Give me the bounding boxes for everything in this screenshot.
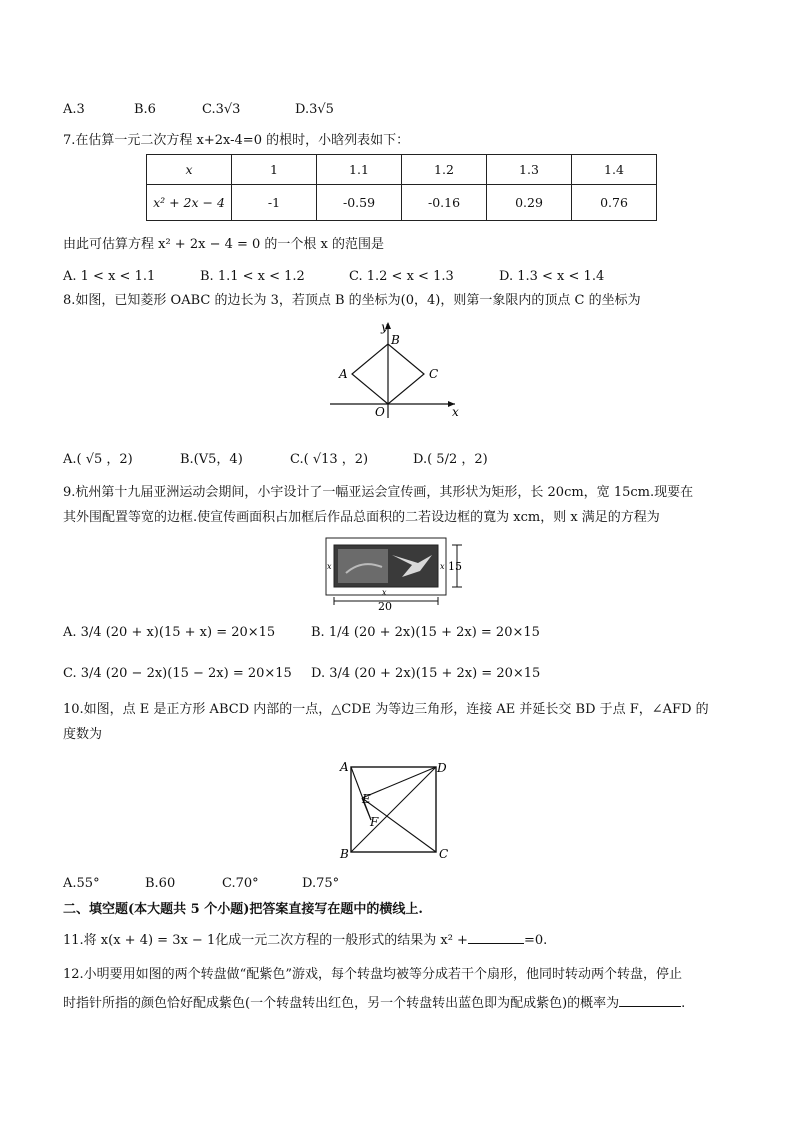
border-label-top: x — [382, 537, 387, 546]
axis-label-y: y — [381, 320, 388, 334]
table-row — [147, 185, 657, 221]
table-cell: -1 — [232, 185, 317, 221]
width-label: 20 — [378, 600, 392, 610]
q12-line1: 12.小明要用如图的两个转盘做“配紫色”游戏，每个转盘均被等分成若干个扇形，他同时转动两个转盘，停止 — [63, 967, 682, 982]
q11-line — [63, 931, 547, 950]
q9-option-b: B. 1/4 (20 + 2x)(15 + 2x) = 20×15 — [311, 625, 540, 640]
table-row — [147, 155, 657, 185]
table-cell: -0.59 — [317, 185, 402, 221]
point-label-c: C — [429, 367, 439, 381]
q11-answer-blank[interactable] — [468, 931, 524, 944]
q10-option-b: B.60 — [145, 876, 176, 891]
border-label-left: x — [327, 562, 332, 571]
q6-option-c: C.3√3 — [202, 102, 241, 117]
q7-option-d: D. 1.3 < x < 1.4 — [499, 269, 605, 284]
q8-option-b: B.(V5，4) — [180, 452, 243, 467]
q6-option-b: B.6 — [134, 102, 156, 117]
border-label-bottom: x — [382, 588, 387, 597]
q10-stem-line2: 度数为 — [63, 727, 103, 742]
q8-option-c: C.( √13 ，2) — [290, 452, 369, 467]
q8-stem: 8.如图，已知菱形 OABC 的边长为 3，若顶点 B 的坐标为(0，4)，则第一象限内的顶点 C 的坐标为 — [63, 293, 641, 308]
q10-square-figure — [334, 758, 454, 866]
table-cell: 1.2 — [402, 155, 487, 185]
table-cell: 1 — [232, 155, 317, 185]
q11-text-b: =0. — [523, 933, 548, 948]
q10-stem-line1: 10.如图，点 E 是正方形 ABCD 内部的一点，△CDE 为等边三角形，连接 AE 并延长交 BD 于点 F，∠AFD 的 — [63, 702, 709, 717]
table-cell: -0.16 — [402, 185, 487, 221]
q8-option-a: A.( √5 ，2) — [63, 452, 133, 467]
q12-line2-wrap — [63, 994, 685, 1013]
q8-option-d: D.( 5/2 ，2) — [413, 452, 488, 467]
section-heading-fill-in: 二、填空题(本大题共 5 个小题)把答案直接写在题中的横线上. — [63, 902, 423, 917]
q7-option-c: C. 1.2 < x < 1.3 — [349, 269, 454, 284]
q7-followup: 由此可估算方程 x² + 2x − 4 = 0 的一个根 x 的范围是 — [63, 237, 385, 252]
table-cell: 1.3 — [487, 155, 572, 185]
q12-line2: 时指针所指的颜色恰好配成紫色(一个转盘转出红色，另一个转盘转出蓝色即为配成紫色)的概率为 — [63, 996, 620, 1011]
q7-option-b: B. 1.1 < x < 1.2 — [200, 269, 305, 284]
q10-option-d: D.75° — [302, 876, 340, 891]
vertex-label-a: A — [340, 760, 349, 774]
border-label-right: x — [440, 562, 445, 571]
height-label: 15 — [448, 560, 462, 573]
q12-answer-blank[interactable] — [619, 994, 681, 1007]
vertex-label-b: B — [340, 847, 349, 861]
axis-label-x: x — [452, 405, 459, 419]
q12-end: . — [681, 996, 686, 1011]
point-label-f: F — [370, 815, 379, 829]
q11-text-a: 11.将 x(x + 4) = 3x − 1化成一元二次方程的一般形式的结果为 x² + — [63, 933, 468, 948]
table-cell: 1.1 — [317, 155, 402, 185]
point-label-e: E — [362, 792, 371, 806]
q9-stem-line2: 其外围配置等宽的边框.使宣传画面积占加框后作品总面积的二若设边框的寬为 xcm，则 x 满足的方程为 — [63, 510, 660, 525]
q9-poster-figure — [322, 535, 470, 610]
q9-option-c: C. 3/4 (20 − 2x)(15 − 2x) = 20×15 — [63, 666, 292, 681]
table-cell: x² + 2x − 4 — [147, 185, 232, 221]
point-label-b: B — [391, 333, 400, 347]
q7-table — [146, 154, 657, 221]
vertex-label-d: D — [437, 761, 447, 775]
point-label-a: A — [339, 367, 348, 381]
q9-option-d: D. 3/4 (20 + 2x)(15 + 2x) = 20×15 — [311, 666, 541, 681]
q9-option-a: A. 3/4 (20 + x)(15 + x) = 20×15 — [63, 625, 276, 640]
table-cell: 0.76 — [572, 185, 657, 221]
table-cell: 0.29 — [487, 185, 572, 221]
q9-stem-line1: 9.杭州第十九届亚洲运动会期间，小宇设计了一幅亚运会宣传画，其形状为矩形，长 20cm，宽 15cm.现要在 — [63, 485, 694, 500]
table-cell: 1.4 — [572, 155, 657, 185]
q6-option-a: A.3 — [63, 102, 85, 117]
q6-option-d: D.3√5 — [295, 102, 334, 117]
vertex-label-c: C — [439, 847, 449, 861]
q10-option-a: A.55° — [63, 876, 100, 891]
q8-rhombus-figure — [325, 318, 465, 420]
q7-option-a: A. 1 < x < 1.1 — [63, 269, 156, 284]
q7-stem: 7.在估算一元二次方程 x+2x-4=0 的根时，小晗列表如下： — [63, 133, 410, 148]
table-cell: x — [147, 155, 232, 185]
point-label-o: O — [375, 405, 385, 419]
q10-option-c: C.70° — [222, 876, 259, 891]
